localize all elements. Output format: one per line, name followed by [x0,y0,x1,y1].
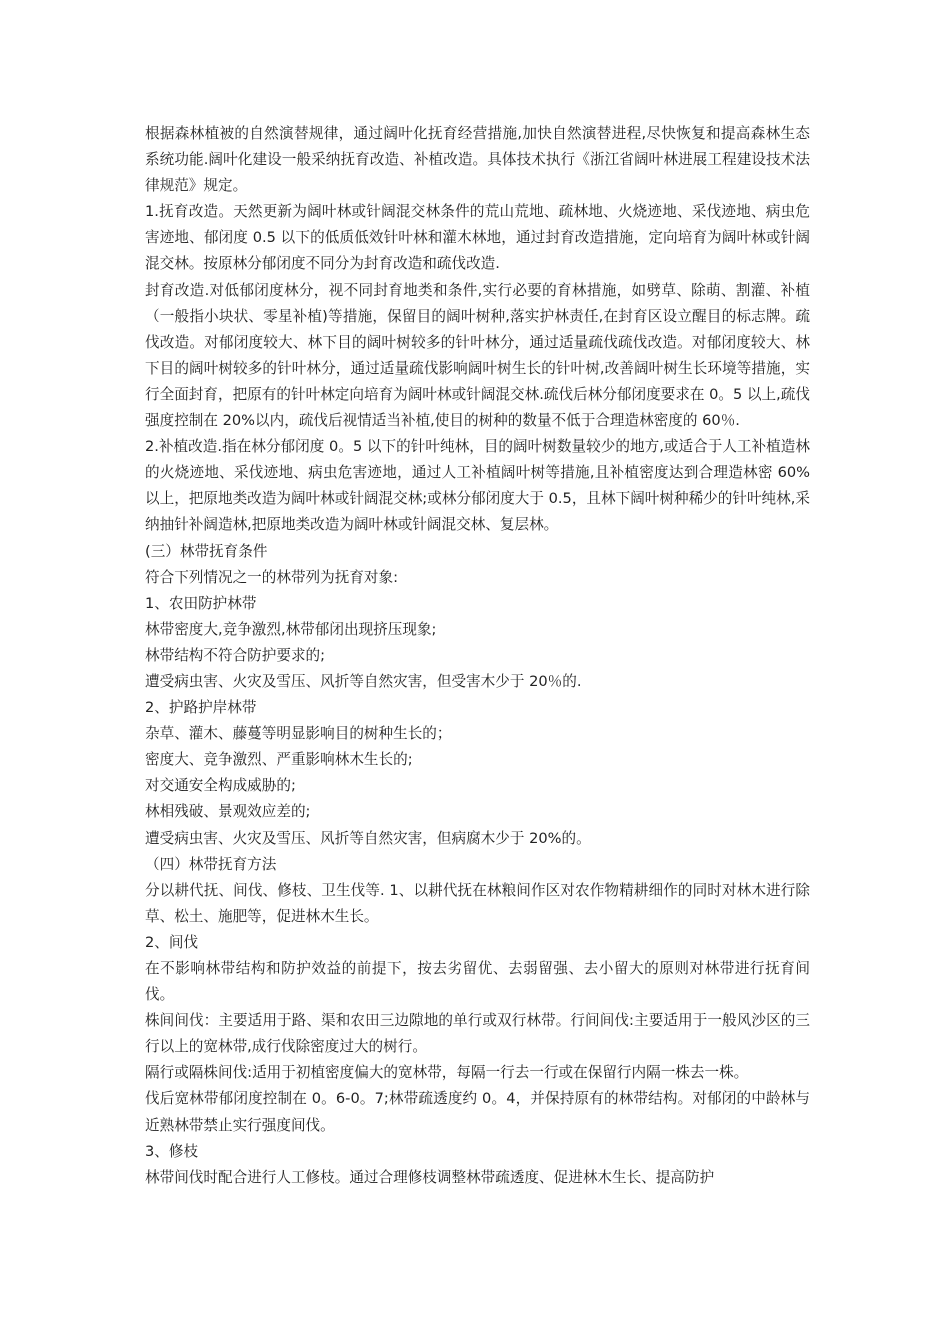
list-item: 密度大、竞争激烈、严重影响林木生长的; [145,751,413,769]
paragraph-closure-reform: 封育改造.对低郁闭度林分，视不同封育地类和条件,实行必要的育林措施，如劈草、除萌、割灌、补植（一般指小块状、零星补植)等措施，保留目的阔叶树种,落实护林责任,在封育区设立醒目的标志牌。疏伐改造。对郁闭度较大、林下目的阔叶树较多的针叶林分，通过适量疏伐疏伐改造。对郁闭度较大、林下目的阔叶树较多的针叶林分，通过适量疏伐影响阔叶树生长的针叶树,改善阔叶树生长环境等措施，实行全面封育，把原有的针叶林定向培育为阔叶林或针阔混交林.疏伐后林分郁闭度要求在 0。5 以上,疏伐强度控制在 20%以内，疏伐后视情适当补植,使目的树种的数量不低于合理造林密度的 60％. [145,281,810,430]
subheading-farmland-belt: 1、农田防护林带 [145,594,257,612]
list-item: 对交通安全构成威胁的; [145,777,296,795]
paragraph-alternate-thinning: 隔行或隔株间伐:适用于初植密度偏大的宽林带，每隔一行去一行或在保留行内隔一株去一株。 [145,1064,749,1082]
paragraph-replanting-reform: 2.补植改造.指在林分郁闭度 0。5 以下的针叶纯林，目的阔叶树数量较少的地方,或适合于人工补植造林的火烧迹地、采伐迹地、病虫危害迹地，通过人工补植阔叶树等措施,且补植密度达到合理造林密 60%以上，把原地类改造为阔叶林或针阔混交林;或林分郁闭度大于 0.5，且林下阔叶树种稀少的针叶纯林,采纳抽针补阔造林,把原地类改造为阔叶林或针阔混交林、复层林。 [145,438,810,534]
list-item: 遭受病虫害、火灾及雪压、风折等自然灾害，但病腐木少于 20%的。 [145,829,591,847]
paragraph-tending-reform: 1.抚育改造。天然更新为阔叶林或针阔混交林条件的荒山荒地、疏林地、火烧迹地、采伐迹地、病虫危害迹地、郁闭度 0.5 以下的低质低效针叶林和灌木林地，通过封育改造措施，定向培育为阔叶林或针阔混交林。按原林分郁闭度不同分为封育改造和疏伐改造. [145,203,810,273]
paragraph-pruning: 林带间伐时配合进行人工修枝。通过合理修枝调整林带疏透度、促进林木生长、提高防护 [145,1168,715,1186]
list-item: 遭受病虫害、火灾及雪压、风折等自然灾害，但受害木少于 20％的. [145,672,582,690]
paragraph-row-thinning: 株间间伐：主要适用于路、渠和农田三边隙地的单行或双行林带。行间间伐:主要适用于一般风沙区的三行以上的宽林带,成行伐除密度过大的树行。 [145,1012,810,1056]
paragraph-belt-conditions-intro: 符合下列情况之一的林带列为抚育对象: [145,568,399,586]
paragraph-thinning-principle: 在不影响林带结构和防护效益的前提下，按去劣留优、去弱留强、去小留大的原则对林带进行抚育间伐。 [145,960,810,1004]
section-heading-belt-conditions: (三）林带抚育条件 [145,542,268,560]
list-item: 林带结构不符合防护要求的; [145,646,326,664]
list-item: 杂草、灌木、藤蔓等明显影响目的树种生长的； [145,725,452,743]
paragraph-methods-overview: 分以耕代抚、间伐、修枝、卫生伐等. 1、以耕代抚在林粮间作区对农作物精耕细作的同时对林木进行除草、松土、施肥等，促进林木生长。 [145,881,810,925]
paragraph-post-thinning-density: 伐后宽林带郁闭度控制在 0。6-0。7;林带疏透度约 0。4，并保持原有的林带结构。对郁闭的中龄林与近熟林带禁止实行强度间伐。 [145,1090,810,1134]
section-heading-belt-methods: （四）林带抚育方法 [145,855,277,873]
subheading-thinning: 2、间伐 [145,933,199,951]
list-item: 林带密度大,竞争激烈,林带郁闭出现挤压现象; [145,620,437,638]
paragraph-intro: 根据森林植被的自然演替规律，通过阔叶化抚育经营措施,加快自然演替进程,尽快恢复和提高森林生态系统功能.阔叶化建设一般采纳抚育改造、补植改造。具体技术执行《浙江省阔叶林进展工程建设技术法律规范》规定。 [145,125,810,195]
list-item: 林相残破、景观效应差的; [145,803,311,821]
subheading-pruning: 3、修枝 [145,1142,199,1160]
document-page [145,121,810,1191]
subheading-road-bank-belt: 2、护路护岸林带 [145,699,257,717]
